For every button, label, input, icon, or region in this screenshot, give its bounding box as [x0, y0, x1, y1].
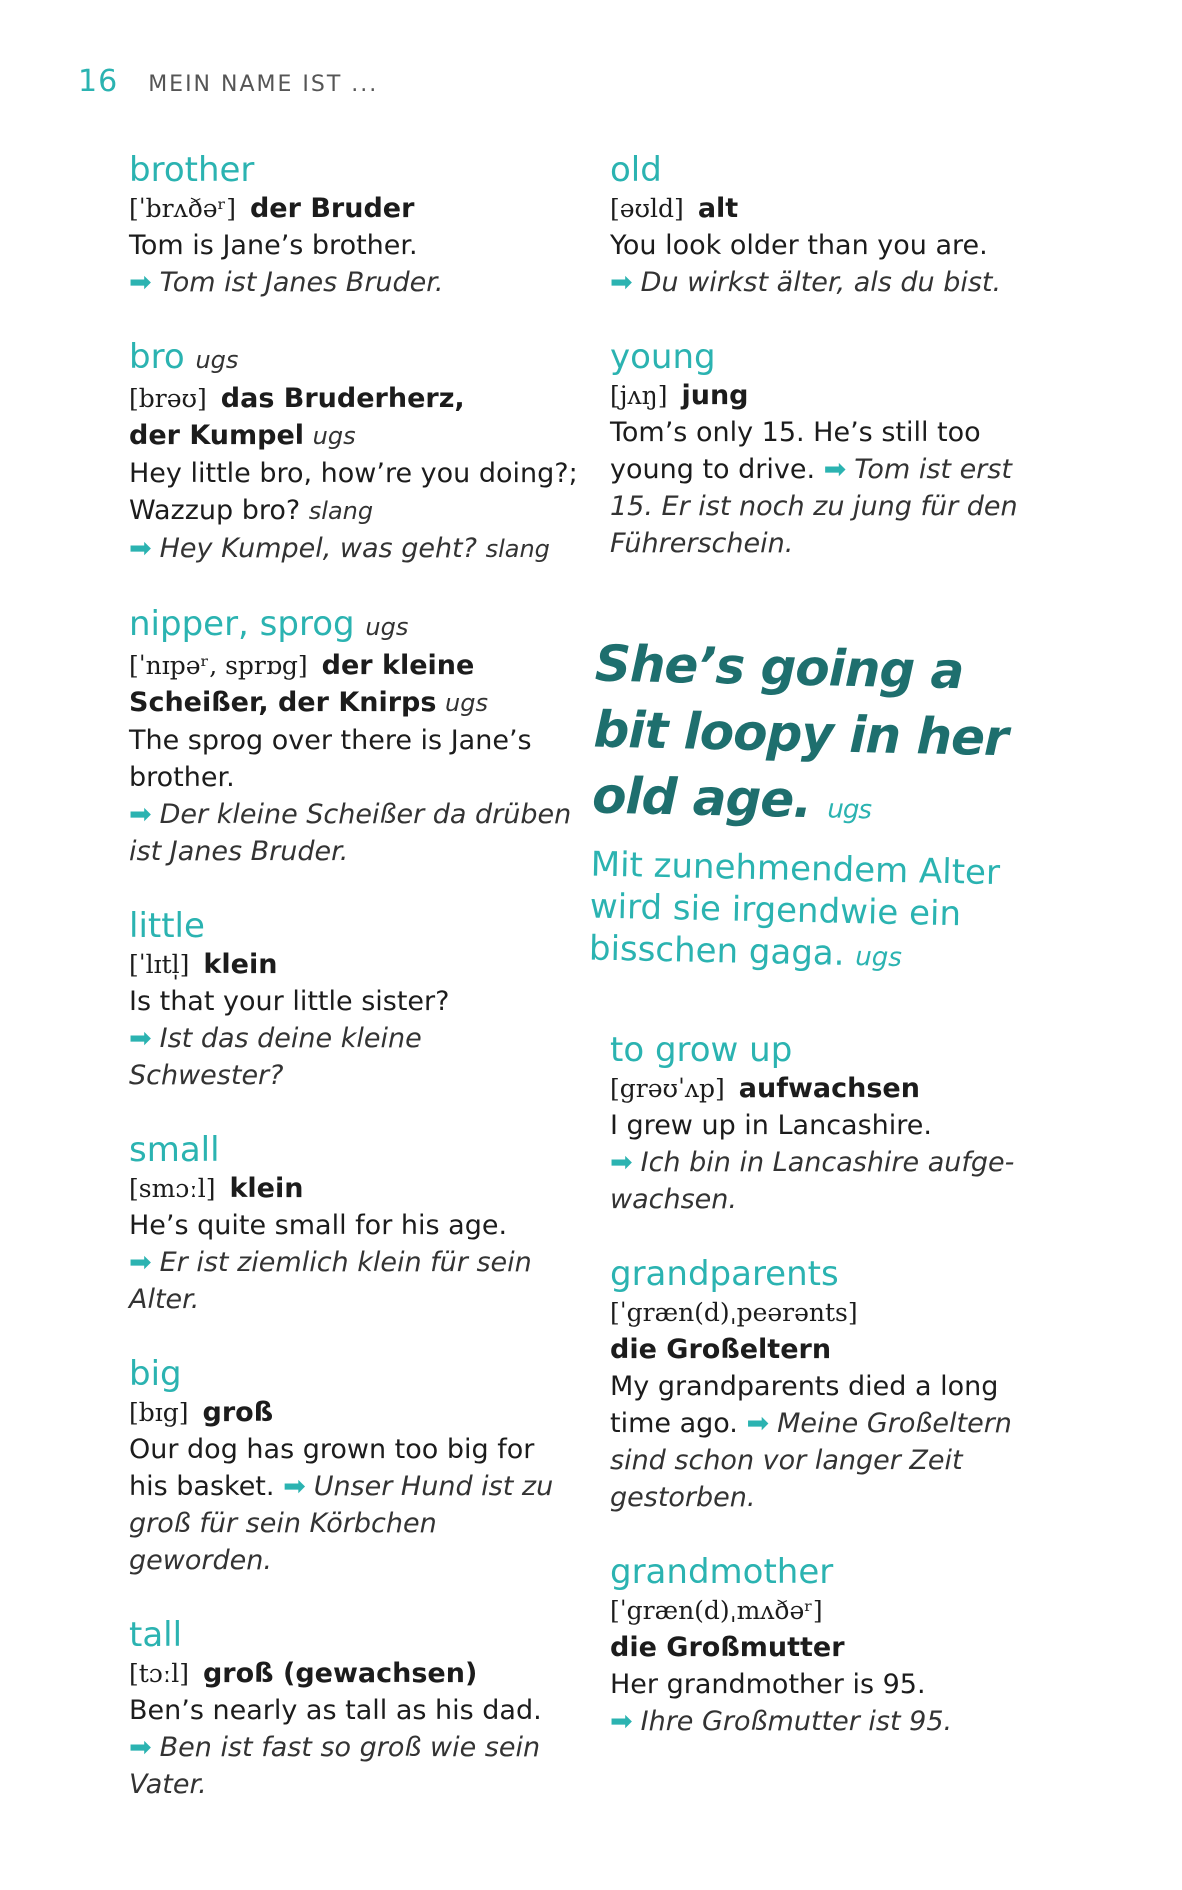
entry-bro [129, 337, 579, 568]
right-column-bottom [610, 1030, 1060, 1776]
ipa: [jʌŋ] [610, 381, 668, 410]
entry-nipper-sprog [129, 604, 579, 870]
headword: grandmother [610, 1552, 834, 1592]
register-tag: slang [308, 497, 374, 525]
example-sentence: I grew up in Lancashire. [610, 1110, 932, 1141]
example-sentence: Tom is Jane’s brother. [129, 230, 418, 261]
entry-grandparents [610, 1254, 1060, 1516]
german-translation: jung [681, 380, 749, 411]
arrow-right-icon: ➡ [610, 267, 633, 298]
running-title: MEIN NAME IST ... [148, 72, 379, 97]
example-translation: Ist das deine kleine Schwester? [129, 1023, 422, 1091]
register-tag: ugs [195, 346, 239, 374]
ipa: [əʊld] [610, 194, 684, 223]
german-translation: groß [202, 1397, 274, 1428]
entry-tall [129, 1615, 579, 1803]
german-translation: aufwachsen [738, 1073, 920, 1104]
headword: small [129, 1130, 220, 1170]
ipa: [grəʊˈʌp] [610, 1074, 725, 1103]
register-tag: ugs [312, 422, 356, 450]
example-sentence: Our dog has grown too big for his basket. [129, 1434, 535, 1502]
example-sentence: Hey little bro, how’re you doing?; Wazzup bro? [129, 458, 578, 526]
entry-young [610, 337, 1060, 562]
register-tag: ugs [365, 613, 409, 641]
german-translation: klein [203, 949, 278, 980]
example-translation: Der kleine Scheißer da drüben ist Janes Bruder. [129, 799, 572, 867]
register-tag: slang [485, 535, 550, 563]
entry-grandmother [610, 1552, 1060, 1740]
german-translation: groß (gewachsen) [202, 1658, 478, 1689]
entry-old [610, 150, 1060, 301]
ipa: [brəʊ] [129, 384, 207, 413]
german-translation: die Großeltern [610, 1334, 832, 1365]
arrow-right-icon: ➡ [610, 1706, 633, 1737]
arrow-right-icon: ➡ [129, 267, 152, 298]
arrow-right-icon: ➡ [283, 1471, 306, 1502]
ipa: [smɔːl] [129, 1174, 216, 1203]
example-sentence: Ben’s nearly as tall as his dad. [129, 1695, 542, 1726]
example-translation: Tom ist erst 15. Er ist noch zu jung für den Führerschein. [610, 454, 1018, 559]
german-translation: alt [697, 193, 739, 224]
headword: brother [129, 150, 255, 190]
headword: bro [129, 337, 185, 377]
quote-english: She’s going a bit loopy in her old age. [591, 634, 1009, 830]
example-sentence: You look older than you are. [610, 230, 988, 261]
page-number: 16 [78, 64, 119, 99]
german-translation: das Bruderherz, [220, 383, 465, 414]
arrow-right-icon: ➡ [610, 1147, 633, 1178]
arrow-right-icon: ➡ [129, 1023, 152, 1054]
german-translation: der Bruder [249, 193, 415, 224]
headword: nipper, sprog [129, 604, 355, 644]
headword: young [610, 337, 716, 377]
example-translation: Er ist ziemlich klein für sein Alter. [129, 1247, 532, 1315]
ipa: [ˈgræn(d)ˌmʌðəʳ] [610, 1596, 823, 1625]
ipa: [ˈbrʌðəʳ] [129, 194, 236, 223]
german-translation-2: der Kumpel [129, 420, 305, 451]
entry-small [129, 1130, 579, 1318]
entry-big [129, 1354, 579, 1579]
ipa: [ˈnɪpəʳ, sprɒg] [129, 651, 308, 680]
entry-brother [129, 150, 579, 301]
ipa: [tɔːl] [129, 1659, 189, 1688]
arrow-right-icon: ➡ [129, 799, 152, 830]
register-tag: ugs [854, 942, 903, 974]
arrow-right-icon: ➡ [823, 454, 847, 485]
example-translation: Tom ist Janes Bruder. [159, 267, 444, 298]
headword: little [129, 906, 205, 946]
example-translation: Hey Kumpel, was geht? [159, 533, 477, 564]
arrow-right-icon: ➡ [129, 533, 152, 564]
headword: grandparents [610, 1254, 839, 1294]
example-sentence: Her grandmother is 95. [610, 1669, 926, 1700]
right-column-top [610, 150, 1060, 598]
page-header [78, 64, 378, 99]
left-column [129, 150, 579, 1839]
example-sentence: My grandparents died a long time ago. [610, 1371, 999, 1439]
example-translation: Ich bin in Lancashire aufge- wachsen. [610, 1147, 1015, 1215]
example-sentence: Is that your little sister? [129, 986, 450, 1017]
headword: to grow up [610, 1030, 793, 1070]
german-translation: der kleine Scheißer, der Knirps [129, 650, 475, 718]
quote-german: Mit zunehmendem Alter wird sie irgendwie ein bisschen gaga. [588, 844, 1001, 974]
quote-box [588, 631, 1025, 982]
register-tag: ugs [827, 794, 872, 826]
example-sentence: Tom’s only 15. He’s still too young to drive. [610, 417, 981, 485]
example-translation: Ben ist fast so groß wie sein Vater. [129, 1732, 541, 1800]
headword: tall [129, 1615, 183, 1655]
arrow-right-icon: ➡ [129, 1247, 152, 1278]
example-translation: Unser Hund ist zu groß für sein Körbchen geworden. [129, 1471, 554, 1576]
entry-to-grow-up [610, 1030, 1060, 1218]
arrow-right-icon: ➡ [129, 1732, 152, 1763]
register-tag: ugs [445, 689, 488, 717]
ipa: [ˈlɪtl̩] [129, 950, 190, 979]
headword: old [610, 150, 662, 190]
example-sentence: The sprog over there is Jane’s brother. [129, 725, 532, 793]
headword: big [129, 1354, 182, 1394]
german-translation: die Großmutter [610, 1632, 845, 1663]
example-translation: Ihre Großmutter ist 95. [640, 1706, 953, 1737]
example-sentence: He’s quite small for his age. [129, 1210, 508, 1241]
ipa: [ˈgræn(d)ˌpeərənts] [610, 1298, 858, 1327]
entry-little [129, 906, 579, 1094]
german-translation: klein [229, 1173, 304, 1204]
example-translation: Du wirkst älter, als du bist. [640, 267, 1002, 298]
ipa: [bɪg] [129, 1398, 189, 1427]
example-translation: Meine Großeltern sind schon vor langer Zeit gestorben. [610, 1408, 1012, 1513]
arrow-right-icon: ➡ [746, 1408, 770, 1439]
